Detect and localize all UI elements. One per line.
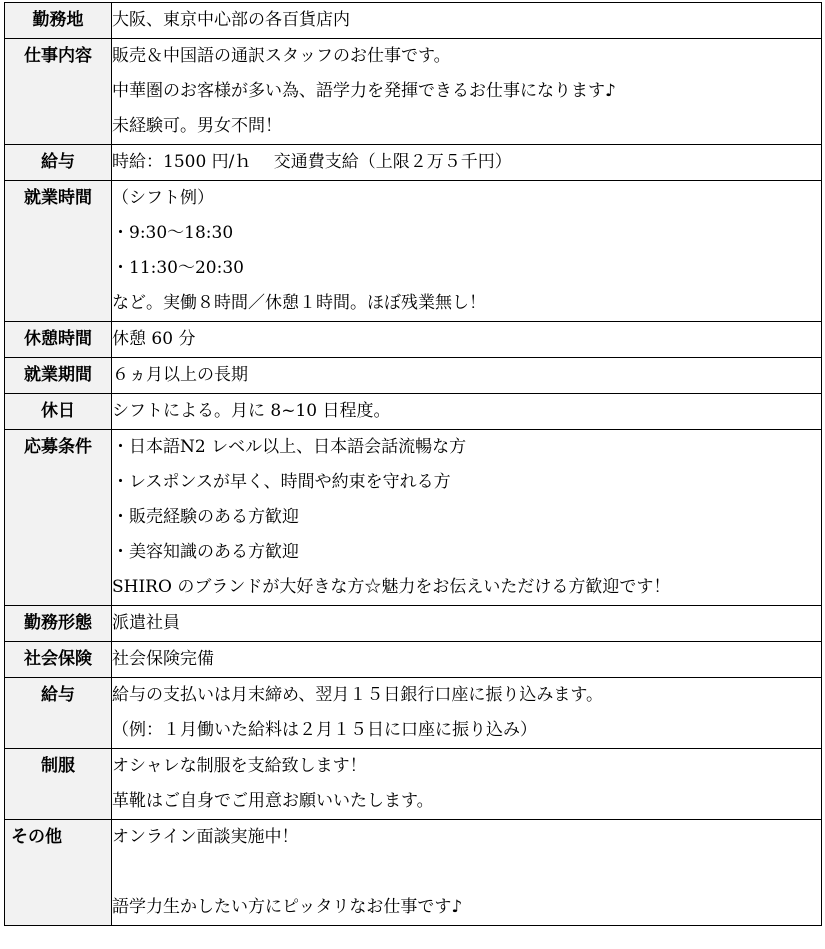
row-value-employment-type: 派遣社員 (112, 606, 822, 642)
row-label-holidays: 休日 (5, 394, 112, 430)
table-row (5, 820, 822, 926)
row-label-working-hours: 就業時間 (5, 181, 112, 322)
row-value-job-description: 販売＆中国語の通訳スタッフのお仕事です。 中華圏のお客様が多い為、語学力を発揮できるお仕事になります♪ 未経験可。男女不問！ (112, 39, 822, 145)
table-row (5, 145, 822, 181)
table-row (5, 642, 822, 678)
row-value-break-time: 休憩 60 分 (112, 322, 822, 358)
row-label-work-location: 勤務地 (5, 3, 112, 39)
table-row (5, 39, 822, 145)
row-value-holidays: シフトによる。月に 8~10 日程度。 (112, 394, 822, 430)
row-value-other: オンライン面談実施中！ 語学力生かしたい方にピッタリなお仕事です♪ (112, 820, 822, 926)
row-label-uniform: 制服 (5, 749, 112, 820)
row-value-payment: 給与の支払いは月末締め、翌月１５日銀行口座に振り込みます。 （例：１月働いた給料は２月１５日に口座に振り込み） (112, 678, 822, 749)
table-row (5, 3, 822, 39)
table-row (5, 606, 822, 642)
row-value-uniform: オシャレな制服を支給致します！ 革靴はご自身でご用意お願いいたします。 (112, 749, 822, 820)
row-label-social-insurance: 社会保険 (5, 642, 112, 678)
row-label-break-time: 休憩時間 (5, 322, 112, 358)
row-value-working-hours: （シフト例） ・9:30〜18:30 ・11:30〜20:30 など。実働８時間／休憩１時間。ほぼ残業無し！ (112, 181, 822, 322)
table-row (5, 394, 822, 430)
job-details-table (4, 2, 822, 926)
row-value-requirements: ・日本語N2 レベル以上、日本語会話流暢な方 ・レスポンスが早く、時間や約束を守れる方 ・販売経験のある方歓迎 ・美容知識のある方歓迎 SHIRO のブランドが大好きな方☆魅力をお伝えいただける方歓迎です！ (112, 430, 822, 606)
row-value-employment-period: ６ヵ月以上の長期 (112, 358, 822, 394)
row-value-work-location: 大阪、東京中心部の各百貨店内 (112, 3, 822, 39)
row-label-salary: 給与 (5, 145, 112, 181)
row-label-payment: 給与 (5, 678, 112, 749)
table-row (5, 749, 822, 820)
table-row (5, 430, 822, 606)
row-label-other: その他 (5, 820, 112, 926)
table-row (5, 678, 822, 749)
row-label-requirements: 応募条件 (5, 430, 112, 606)
table-row (5, 322, 822, 358)
row-value-salary: 時給：1500 円/ｈ 交通費支給（上限２万５千円） (112, 145, 822, 181)
row-label-job-description: 仕事内容 (5, 39, 112, 145)
row-value-social-insurance: 社会保険完備 (112, 642, 822, 678)
table-row (5, 181, 822, 322)
table-row (5, 358, 822, 394)
row-label-employment-period: 就業期間 (5, 358, 112, 394)
row-label-employment-type: 勤務形態 (5, 606, 112, 642)
